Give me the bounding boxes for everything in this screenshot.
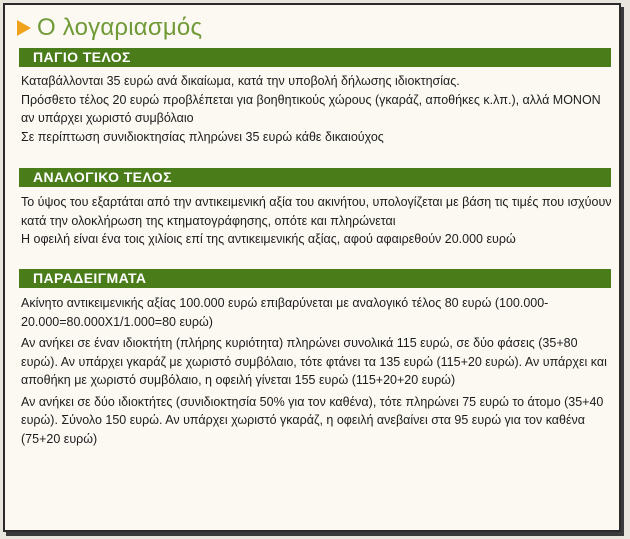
section-heading-examples: ΠΑΡΑΔΕΙΓΜΑΤΑ <box>19 269 611 288</box>
paragraph: Σε περίπτωση συνιδιοκτησίας πληρώνει 35 ευρώ κάθε δικαιούχος <box>21 129 384 144</box>
paragraph: Αν ανήκει σε δύο ιδιοκτήτες (συνιδιοκτησία 50% για τον καθένα), τότε πληρώνει 75 ευρώ το άτομο (35+40 ευρώ). Σύνολο 150 ευρώ. Αν υπάρχει χωριστό γκαράζ, η οφειλή ανεβαίνει στα 95 ευρώ για τον καθένα (75+20 ευρώ) <box>21 394 604 446</box>
section-body-proportional-fee <box>21 193 613 249</box>
section-heading-proportional-fee: ΑΝΑΛΟΓΙΚΟ ΤΕΛΟΣ <box>19 168 611 187</box>
paragraph: Ακίνητο αντικειμενικής αξίας 100.000 ευρώ επιβαρύνεται με αναλογικό τέλος 80 ευρώ (100.000-20.000=80.000Χ1/1.000=80 ευρώ) <box>21 296 549 329</box>
article-box <box>3 3 621 532</box>
paragraph: Καταβάλλονται 35 ευρώ ανά δικαίωμα, κατά την υποβολή δήλωσης ιδιοκτησίας. <box>21 74 460 88</box>
paragraph: Το ύψος του εξαρτάται από την αντικειμενική αξία του ακινήτου, υπολογίζεται με βάση τις τιμές που ισχύουν κατά την ολοκλήρωση της κτηματογράφησης, οπότε και πληρώνεται <box>21 195 612 228</box>
section-body-fixed-fee <box>21 72 613 146</box>
section-heading-fixed-fee: ΠΑΓΙΟ ΤΕΛΟΣ <box>19 48 611 67</box>
paragraph: Η οφειλή είναι ένα τοις χιλίοις επί της αντικειμενικής αξίας, αφού αφαιρεθούν 20.000 ευρώ <box>21 232 516 246</box>
title-row <box>17 13 202 43</box>
section-body-examples <box>21 294 613 448</box>
paragraph: Πρόσθετο τέλος 20 ευρώ προβλέπεται για βοηθητικούς χώρους (γκαράζ, αποθήκες κ.λπ.), αλλά ΜΟΝΟΝ αν υπάρχει χωριστό συμβόλαιο <box>21 92 601 125</box>
triangle-bullet-icon <box>17 20 31 36</box>
article-title: Ο λογαριασμός <box>37 14 203 41</box>
paragraph: Αν ανήκει σε έναν ιδιοκτήτη (πλήρης κυριότητα) πληρώνει συνολικά 115 ευρώ, σε δύο φάσεις (35+80 ευρώ). Αν υπάρχει γκαράζ με χωριστό συμβόλαιο, τότε φτάνει τα 135 ευρώ (115+20 ευρώ). Αν υπάρχει και αποθήκη με χωριστό συμβόλαιο, η οφειλή γίνεται 155 ευρώ (115+20+20 ευρώ) <box>21 336 607 387</box>
